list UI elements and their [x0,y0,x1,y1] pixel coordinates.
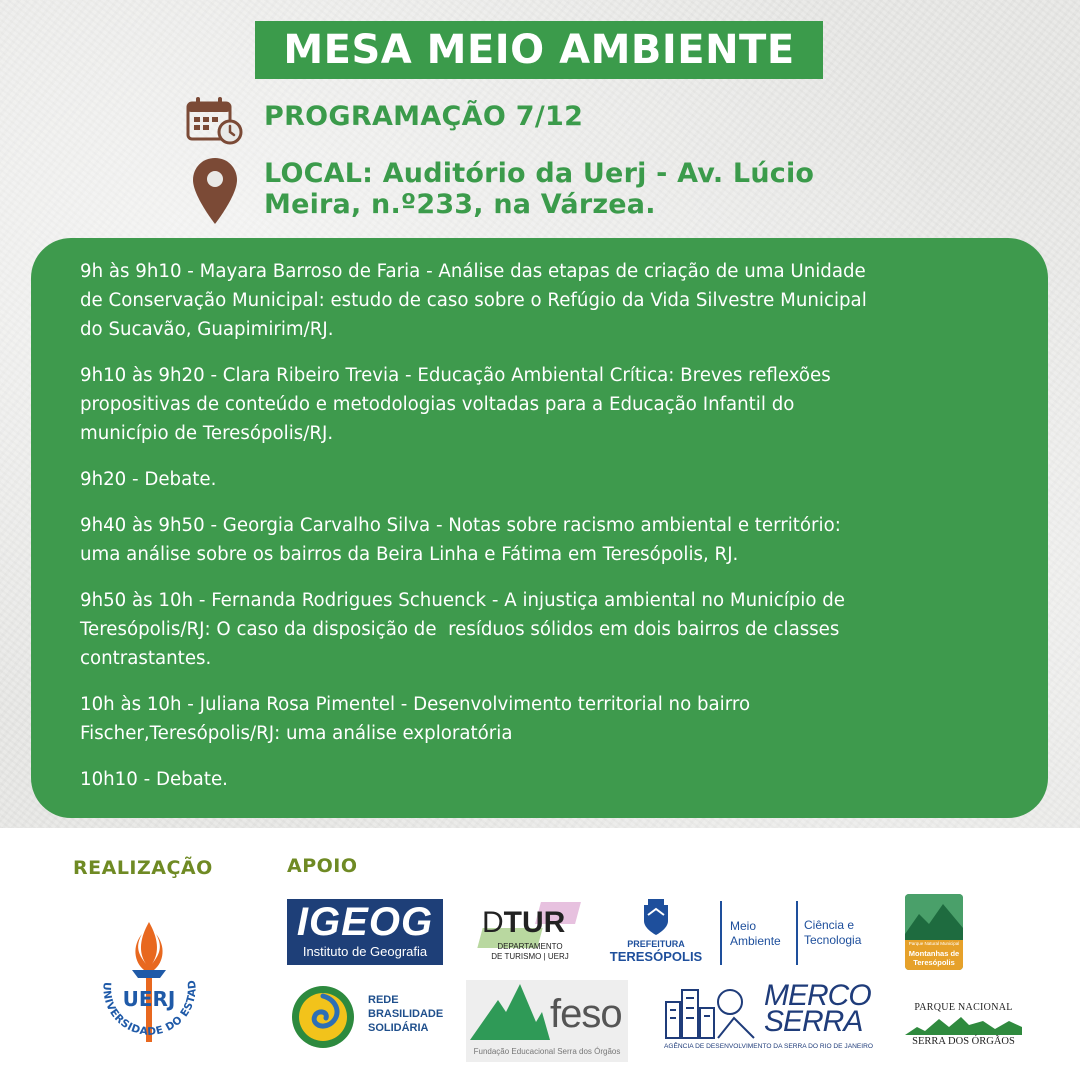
page-title: MESA MEIO AMBIENTE [283,27,795,73]
uerj-emblem-icon [82,912,217,1052]
parque-nacional-logo [905,1002,1022,1050]
mountain-icon [905,894,963,940]
igeog-logo [287,899,443,965]
schedule-item: 9h50 às 10h - Fernanda Rodrigues Schuenck - A injustiça ambiental no Município de Teresópolis/RJ: O caso da disposição de resíduos sólidos em dois bairros de classes contrastantes. [80,590,846,669]
uerj-name: UERJ [122,987,176,1011]
apoio-label: APOIO [287,855,358,877]
merco-subtitle: AGÊNCIA DE DESENVOLVIMENTO DA SERRA DO RIO DE JANEIRO [664,1043,873,1050]
city-sketch-icon [664,982,756,1040]
parque-line2: SERRA DOS ÓRGÃOS [912,1036,1015,1047]
divider [796,901,798,965]
prefeitura-logo [604,897,889,969]
map-pin-icon [191,156,239,226]
dtur-sub2: DE TURISMO | UERJ [491,952,569,961]
montanhas-line2: Montanhas de [908,949,960,958]
prefeitura-line2: TERESÓPOLIS [609,949,703,964]
schedule-item: 9h10 às 9h20 - Clara Ribeiro Trevia - Educação Ambiental Crítica: Breves reflexões propositivas de conteúdo e metodologias voltadas para a Educação Infantil do município de Teresópolis/RJ. [80,365,831,444]
feso-mountains-icon [470,982,550,1040]
prefeitura-line1: PREFEITURA [627,939,685,949]
event-location [264,158,904,220]
sec-ciencia: Ciência e [804,918,855,932]
divider [720,901,722,965]
merco-line2: SERRA [764,1005,863,1038]
serra-silhouette-icon [905,1015,1022,1035]
uerj-logo [82,912,217,1052]
calendar-clock-icon [186,95,244,145]
dtur-tur: TUR [503,906,566,939]
feso-logo [466,980,628,1062]
schedule-panel [31,238,1048,818]
location-line-1: LOCAL: Auditório da Uerj - Av. Lúcio [264,158,815,189]
rede-line3: SOLIDÁRIA [368,1022,429,1034]
schedule-item: 9h20 - Debate. [80,469,217,490]
dtur-d: D [482,906,504,939]
mercoserra-logo [664,979,892,1054]
rede-logo [290,984,444,1050]
igeog-name: IGEOG [296,900,434,944]
rede-line2: BRASILIDADE [368,1008,444,1020]
sec-tecnologia: Tecnologia [804,933,862,947]
dtur-logo [468,900,586,964]
sec-meio: Meio [730,919,757,933]
schedule-item: 9h às 9h10 - Mayara Barroso de Faria - Análise das etapas de criação de uma Unidade de Conservação Municipal: estudo de caso sobre o Refúgio da Vida Silvestre Municipal do Sucavão, Guapimirim/RJ. [80,261,867,340]
coat-of-arms-icon [638,897,674,937]
igeog-subtitle: Instituto de Geografia [302,944,428,959]
dtur-sub1: DEPARTAMENTO [497,942,563,951]
schedule-item: 9h40 às 9h50 - Georgia Carvalho Silva - Notas sobre racismo ambiental e território: uma análise sobre os bairros da Beira Linha e Fátima em Teresópolis, RJ. [80,515,841,565]
schedule-item: 10h às 10h - Juliana Rosa Pimentel - Desenvolvimento territorial no bairro Fischer,Teresópolis/RJ: uma análise exploratória [80,694,751,744]
montanhas-line3: Teresópolis [913,958,955,967]
montanhas-logo [905,894,963,970]
title-banner [255,21,823,79]
parque-line1: PARQUE NACIONAL [914,1002,1013,1013]
rede-line1: REDE [368,994,399,1006]
sec-ambiente: Ambiente [730,934,781,948]
schedule-date: PROGRAMAÇÃO 7/12 [264,101,584,132]
merco-line1: MERCO [764,979,871,1012]
montanhas-line1: Parque Natural Municipal [908,941,960,946]
location-line-2: Meira, n.º233, na Várzea. [264,189,656,220]
feso-name: feso [550,992,622,1036]
realizacao-label: REALIZAÇÃO [73,857,213,879]
uerj-ring-text: UNIVERSIDADE DO ESTAD [100,979,199,1038]
schedule-item: 10h10 - Debate. [80,769,228,790]
feso-subtitle: Fundação Educacional Serra dos Órgãos [473,1047,621,1056]
swirl-globe-icon [290,984,356,1050]
